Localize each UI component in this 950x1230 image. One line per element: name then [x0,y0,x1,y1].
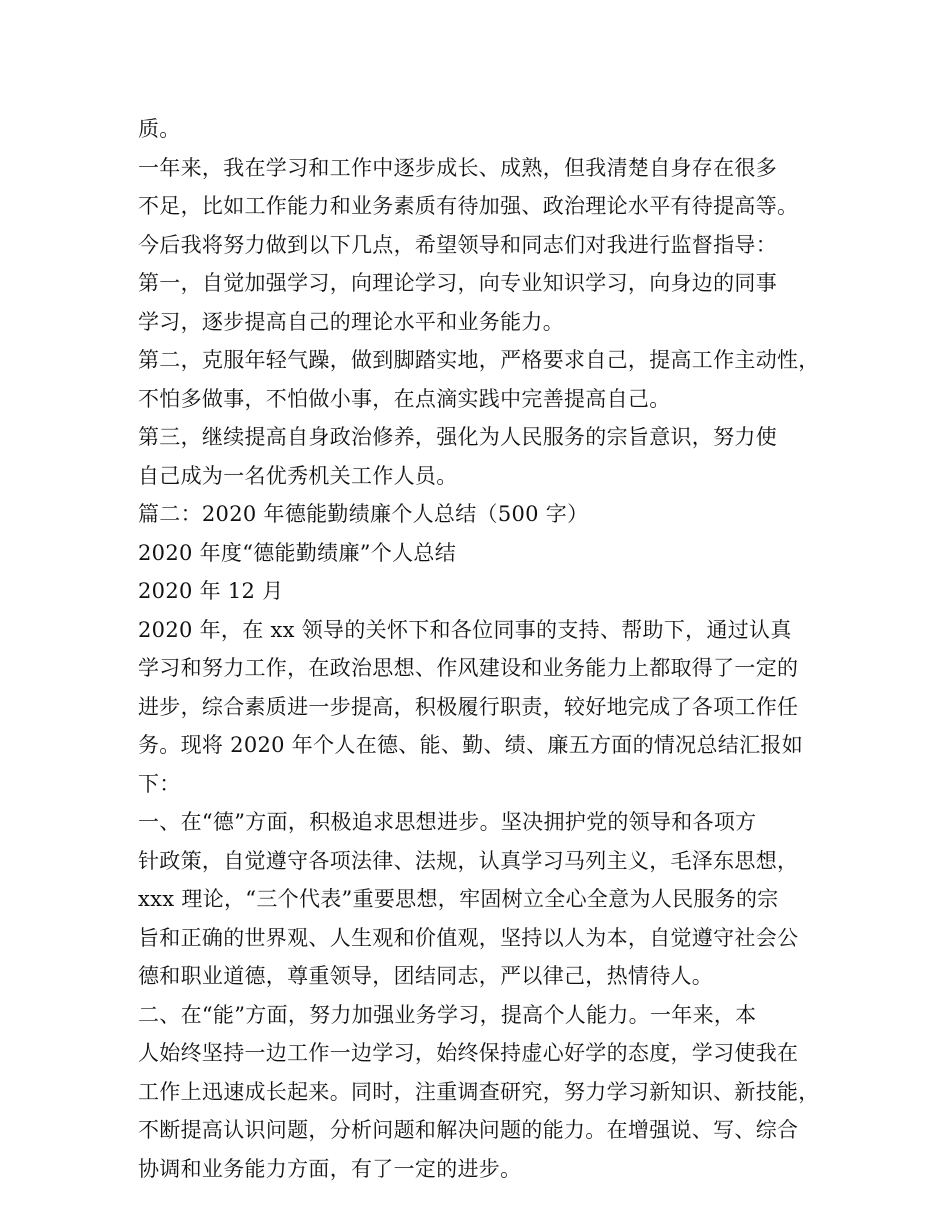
text-line: 不怕多做事，不怕做小事，在点滴实践中完善提高自己。 [138,386,671,411]
text-line: 不足，比如工作能力和业务素质有待加强、政治理论水平有待提高等。 [138,194,799,218]
text-line: 自己成为一名优秀机关工作人员。 [138,463,458,488]
text-line: xxx 理论，“三个代表”重要思想，牢固树立全心全意为人民服务的宗 [138,887,779,911]
text-line: 下： [138,771,181,796]
text-line: 二、在“能”方面，努力加强业务学习，提高个人能力。一年来，本 [138,1002,757,1027]
text-line: 工作上迅速成长起来。同时，注重调查研究，努力学习新知识、新技能， [138,1079,820,1104]
text-line: 进步，综合素质进一步提高，积极履行职责，较好地完成了各项工作任 [138,694,799,719]
document-date: 2020 年 12 月 [138,579,284,603]
text-line: 不断提高认识问题，分析问题和解决问题的能力。在增强说、写、综合 [138,1118,799,1142]
text-line: 一、在“德”方面，积极追求思想进步。坚决拥护党的领导和各项方 [138,810,757,834]
text-line: 第二，克服年轻气躁，做到脚踏实地，严格要求自己，提高工作主动性， [138,348,820,372]
text-line: 务。现将 2020 年个人在德、能、勤、绩、廉五方面的情况总结汇报如 [138,733,803,757]
text-line: 协调和业务能力方面，有了一定的进步。 [138,1156,522,1181]
text-line: 旨和正确的世界观、人生观和价值观，坚持以人为本，自觉遵守社会公 [138,925,799,950]
text-line: 学习和努力工作，在政治思想、作风建设和业务能力上都取得了一定的 [138,656,799,680]
text-line: 德和职业道德，尊重领导，团结同志，严以律己，热情待人。 [138,964,714,988]
text-line: 学习，逐步提高自己的理论水平和业务能力。 [138,309,564,334]
document-title: 2020 年度“德能勤绩廉”个人总结 [138,540,456,565]
text-line: 质。 [138,117,181,141]
document-body [138,110,828,1188]
text-line: 针政策，自觉遵守各项法律、法规，认真学习马列主义，毛泽东思想， [138,848,799,873]
text-line: 第三，继续提高自身政治修养，强化为人民服务的宗旨意识，努力使 [138,425,777,449]
section-heading: 篇二：2020 年德能勤绩廉个人总结（500 字） [138,502,589,526]
text-line: 第一，自觉加强学习，向理论学习，向专业知识学习，向身边的同事 [138,271,777,295]
text-line: 今后我将努力做到以下几点，希望领导和同志们对我进行监督指导： [138,232,777,257]
text-line: 2020 年，在 xx 领导的关怀下和各位同事的支持、帮助下，通过认真 [138,617,792,642]
text-line: 人始终坚持一边工作一边学习，始终保持虚心好学的态度，学习使我在 [138,1041,799,1065]
text-line: 一年来，我在学习和工作中逐步成长、成熟，但我清楚自身存在很多 [138,155,777,180]
